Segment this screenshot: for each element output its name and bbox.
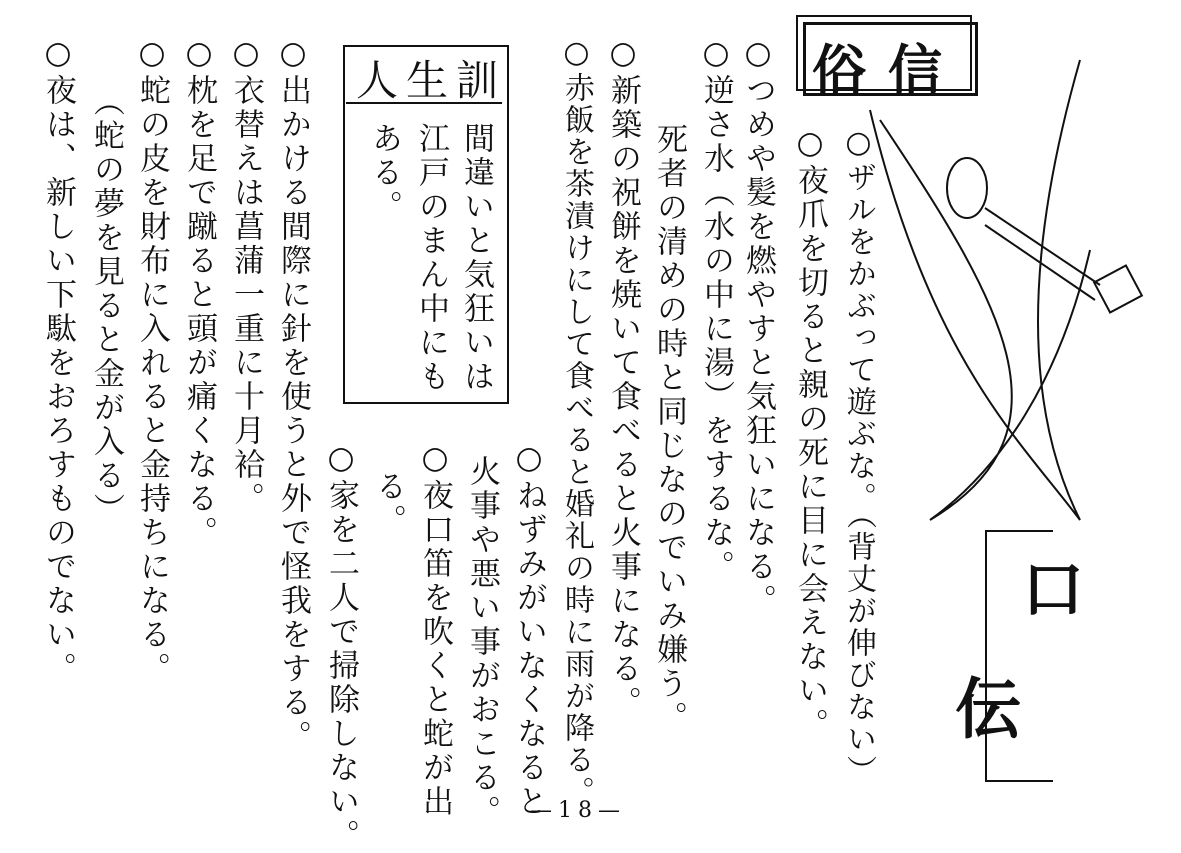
proverb-7: ○ねずみがいなくなると	[511, 440, 547, 819]
side-char-ku: 口	[1022, 553, 1085, 626]
proverb-11: ○衣替えは菖蒲一重に十月袷。	[228, 35, 264, 516]
proverb-13: ○蛇の皮を財布に入れると金持ちになる。	[134, 35, 170, 686]
side-char-den: 伝	[955, 671, 1021, 748]
proverb-5: ○新築の祝餅を焼いて食べると火事になる。	[605, 35, 641, 720]
proverb-8: ○夜口笛を吹くと蛇が出	[417, 440, 453, 819]
proverb-12: ○枕を足で蹴ると頭が痛くなる。	[181, 35, 217, 550]
figure-arm-lower	[985, 225, 1095, 300]
proverb-4: ○逆さ水（水の中に湯）をするな。	[698, 35, 734, 584]
proverb-14: ○夜は、新しい下駄をおろすものでない。	[40, 35, 76, 686]
wing-outline	[870, 60, 1080, 520]
page-title: 俗信	[812, 39, 964, 102]
kun-line-3: ある。	[366, 122, 402, 224]
figure-arm	[985, 208, 1100, 285]
proverb-3: ○つめや髪を燃やすと気狂いになる。	[740, 35, 776, 618]
sweep-curve	[880, 120, 1090, 520]
proverb-8-cont: る。	[370, 470, 406, 538]
proverb-9: ○家を二人で掃除しない。	[323, 440, 359, 853]
figure-head	[947, 158, 987, 218]
proverb-1: ○ザルをかぶって遊ぶな。（背丈が伸びない）	[841, 125, 876, 787]
kun-divider	[346, 102, 502, 104]
kun-title: 人生訓	[356, 56, 507, 105]
kun-line-2: 江戸のまん中にも	[413, 122, 449, 394]
proverb-10: ○出かける間際に針を使うと外で怪我をする。	[275, 35, 311, 754]
proverb-13-note: （蛇の夢を見ると金が入る）	[88, 85, 124, 527]
proverb-2: ○夜爪を切ると親の死に目に会えない。	[792, 125, 828, 742]
page-number: —18—	[530, 798, 626, 823]
kun-line-1: 間違いと気狂いは	[458, 122, 494, 394]
proverb-4-note: 死者の清めの時と同じなのでいみ嫌う。	[651, 123, 687, 735]
proverb-7-cont: 火事や悪い事がおこる。	[464, 455, 500, 829]
proverb-6: ○赤飯を茶漬けにして食べると婚礼の時に雨が降る。	[559, 35, 594, 808]
held-box	[1094, 266, 1142, 313]
